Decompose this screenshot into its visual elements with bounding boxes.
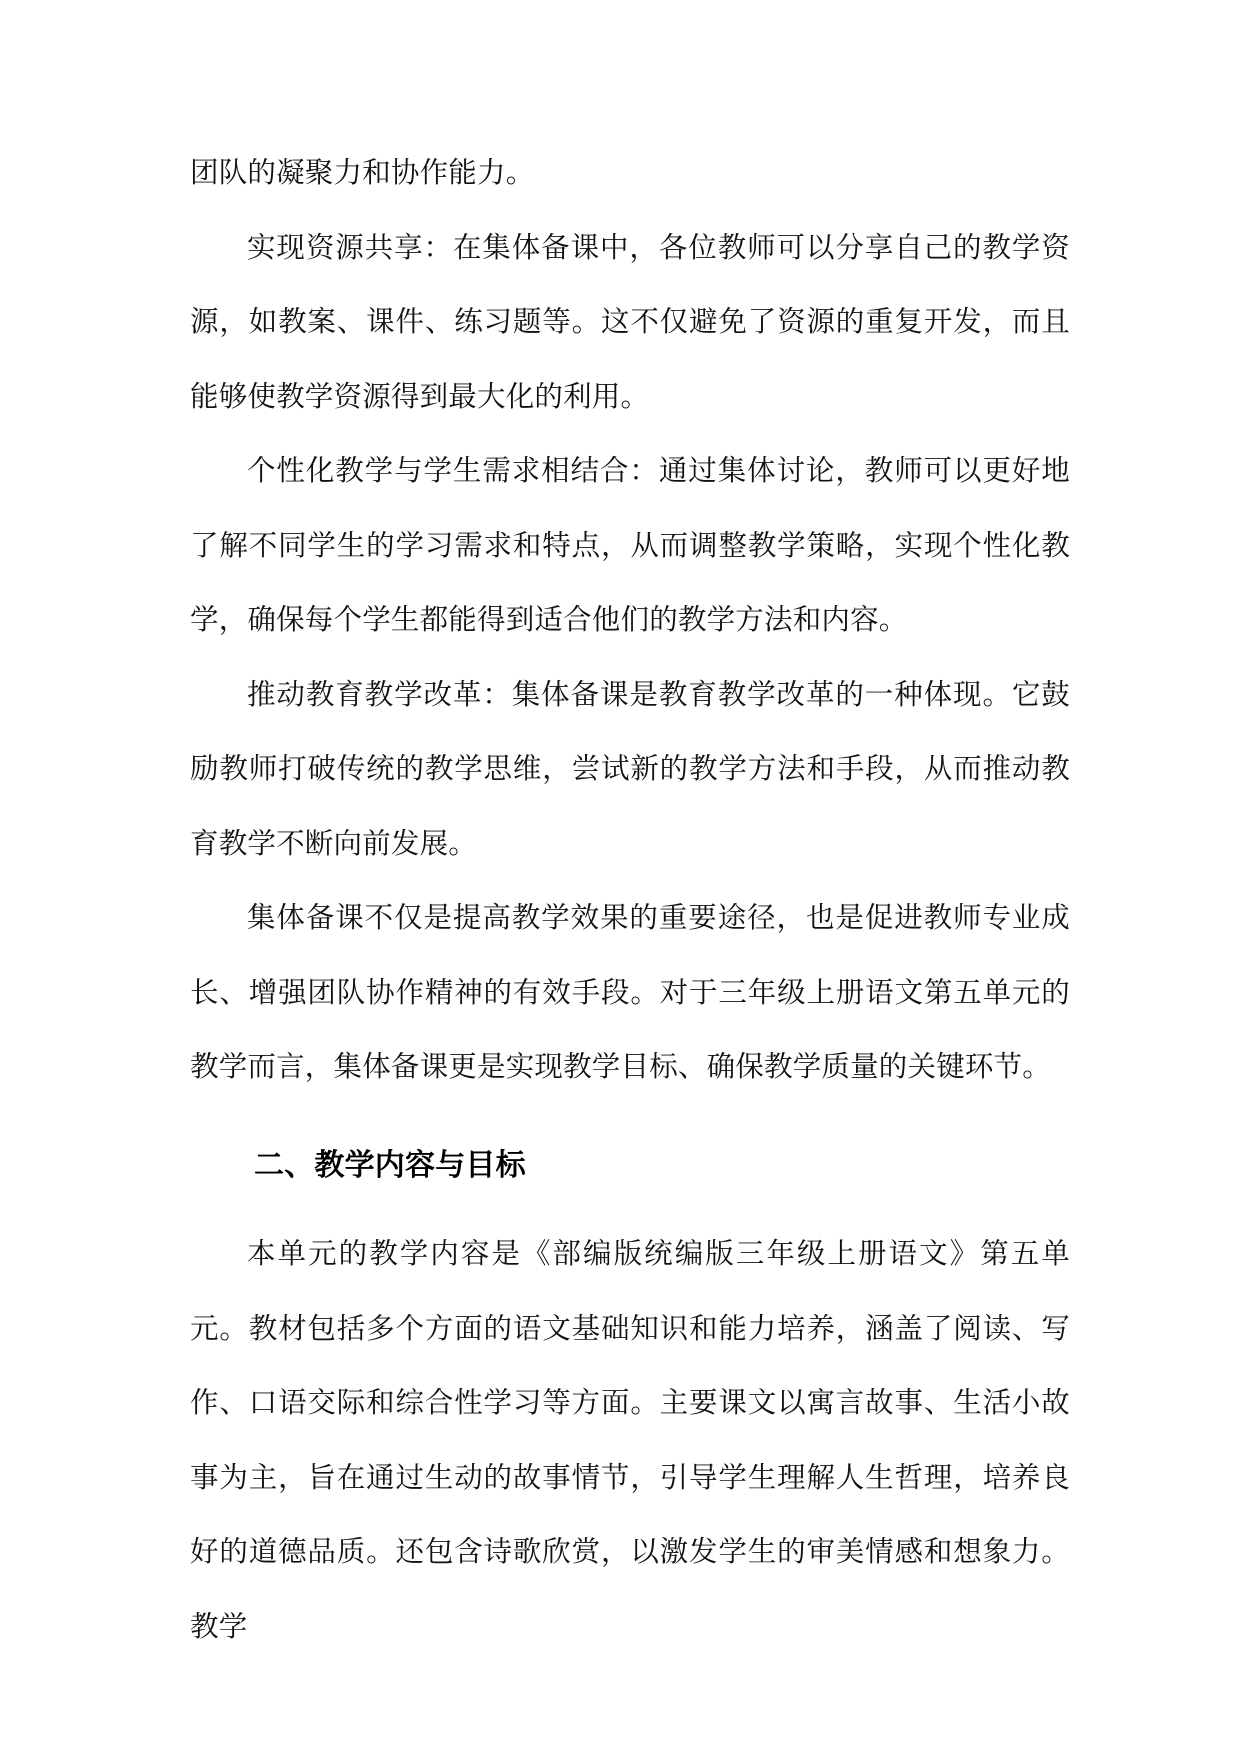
paragraph-resource-sharing: 实现资源共享：在集体备课中，各位教师可以分享自己的教学资源，如教案、课件、练习题等。这不仅避免了资源的重复开发，而且能够使教学资源得到最大化的利用。 (190, 230, 1070, 413)
document-body (190, 136, 1070, 1664)
section-heading: 二、教学内容与目标 (254, 1147, 526, 1183)
paragraph-teaching-content: 本单元的教学内容是《部编版统编版三年级上册语文》第五单元。教材包括多个方面的语文基础知识和能力培养，涵盖了阅读、写作、口语交际和综合性学习等方面。主要课文以寓言故事、生活小故事为主，旨在通过生动的故事情节，引导学生理解人生哲理，培养良好的道德品质。还包含诗歌欣赏，以激发学生的审美情感和想象力。教学 (190, 1237, 1070, 1643)
paragraph-continuation: 团队的凝聚力和协作能力。 (190, 156, 535, 189)
paragraph-summary: 集体备课不仅是提高教学效果的重要途径，也是促进教师专业成长、增强团队协作精神的有效手段。对于三年级上册语文第五单元的教学而言，集体备课更是实现教学目标、确保教学质量的关键环节。 (190, 901, 1070, 1083)
paragraph-personalized-teaching: 个性化教学与学生需求相结合：通过集体讨论，教师可以更好地了解不同学生的学习需求和特点，从而调整教学策略，实现个性化教学，确保每个学生都能得到适合他们的教学方法和内容。 (190, 454, 1070, 636)
paragraph-education-reform: 推动教育教学改革：集体备课是教育教学改革的一种体现。它鼓励教师打破传统的教学思维，尝试新的教学方法和手段，从而推动教育教学不断向前发展。 (190, 677, 1070, 860)
